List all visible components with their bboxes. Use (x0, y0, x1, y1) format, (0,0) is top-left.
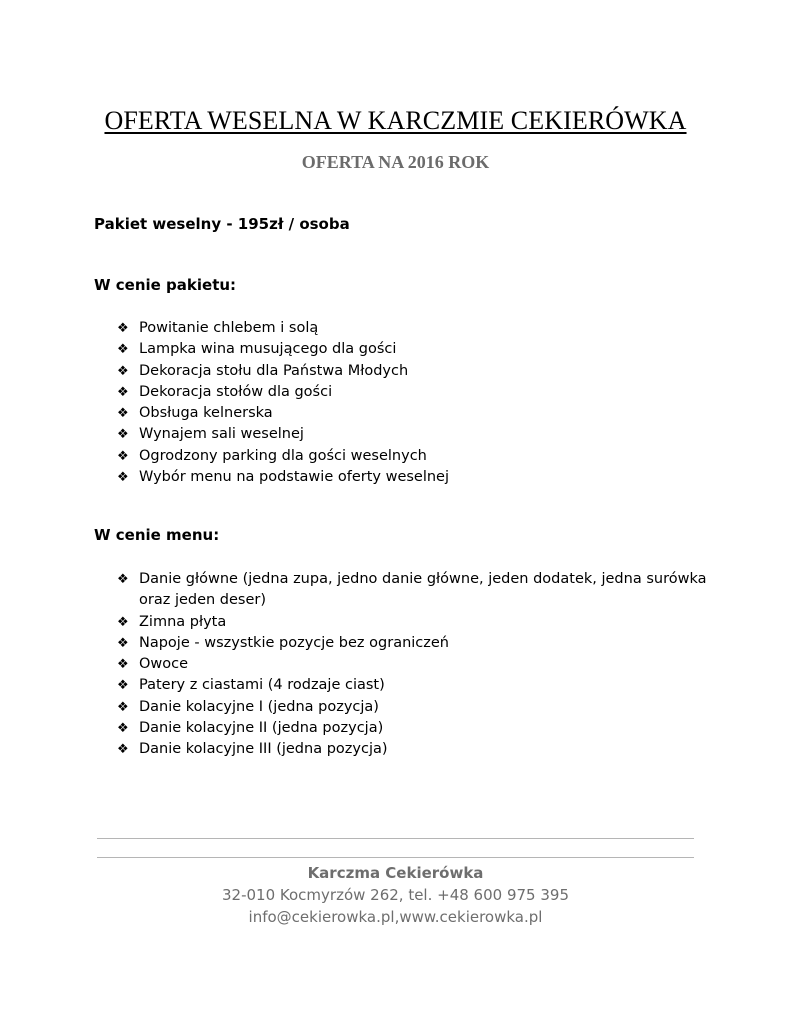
list-item (117, 339, 717, 360)
diamond-bullet-icon: ❖ (117, 384, 129, 400)
list-item (117, 467, 717, 488)
diamond-bullet-icon: ❖ (117, 699, 129, 715)
list-item-text: Napoje - wszystkie pozycje bez ograniczeń (139, 634, 449, 651)
list-item (117, 403, 717, 424)
list-item-text: Zimna płyta (139, 613, 227, 630)
list-item-text: Wynajem sali weselnej (139, 426, 304, 443)
list-item-text: Patery z ciastami (4 rodzaje ciast) (139, 677, 385, 694)
list-item-text: Wybór menu na podstawie oferty weselnej (139, 469, 450, 486)
list-item (117, 739, 717, 760)
list-item (117, 424, 717, 445)
diamond-bullet-icon: ❖ (117, 427, 129, 443)
menu-heading: W cenie menu: (94, 526, 220, 544)
list-item-text: Powitanie chlebem i solą (139, 320, 319, 336)
diamond-bullet-icon: ❖ (117, 721, 129, 737)
list-item-text: Lampka wina musującego dla gości (139, 341, 397, 358)
list-item-text: Danie główne (jedna zupa, jedno danie główne, jeden dodatek, jedna surówka oraz jeden deser) (139, 571, 707, 609)
list-item (117, 382, 717, 403)
diamond-bullet-icon: ❖ (117, 470, 129, 486)
diamond-bullet-icon: ❖ (117, 742, 129, 758)
list-item-text: Owoce (139, 656, 189, 673)
list-item (117, 569, 717, 612)
list-item (117, 697, 717, 718)
diamond-bullet-icon: ❖ (117, 635, 129, 651)
list-item-text: Danie kolacyjne III (jedna pozycja) (139, 741, 388, 758)
list-item (117, 633, 717, 654)
list-item (117, 446, 717, 467)
diamond-bullet-icon: ❖ (117, 321, 129, 336)
diamond-bullet-icon: ❖ (117, 448, 129, 464)
list-item (117, 612, 717, 633)
list-item (117, 318, 717, 339)
list-item-text: Obsługa kelnerska (139, 405, 273, 422)
menu-list (117, 569, 717, 761)
footer-divider-bottom (97, 857, 694, 858)
list-item (117, 675, 717, 696)
footer-contact: info@cekierowka.pl,www.cekierowka.pl (248, 908, 543, 926)
diamond-bullet-icon: ❖ (117, 614, 129, 630)
list-item-text: Dekoracja stołów dla gości (139, 383, 333, 400)
list-item-text: Dekoracja stołu dla Państwa Młodych (139, 362, 409, 379)
document-title: OFERTA WESELNA W KARCZMIE CEKIERÓWKA (104, 106, 687, 135)
included-list (117, 318, 717, 488)
list-item-text: Danie kolacyjne I (jedna pozycja) (139, 698, 379, 715)
list-item-text: Danie kolacyjne II (jedna pozycja) (139, 720, 384, 737)
footer-divider-top (97, 838, 694, 839)
diamond-bullet-icon: ❖ (117, 342, 129, 358)
diamond-bullet-icon: ❖ (117, 678, 129, 694)
list-item (117, 361, 717, 382)
list-item-text: Ogrodzony parking dla gości weselnych (139, 447, 427, 464)
diamond-bullet-icon: ❖ (117, 657, 129, 673)
document-subtitle: OFERTA NA 2016 ROK (301, 152, 490, 172)
list-item (117, 654, 717, 675)
diamond-bullet-icon: ❖ (117, 572, 129, 587)
diamond-bullet-icon: ❖ (117, 406, 129, 422)
package-heading: Pakiet weselny - 195zł / osoba (94, 215, 350, 233)
footer-company-name: Karczma Cekierówka (307, 864, 484, 882)
included-heading: W cenie pakietu: (94, 276, 237, 294)
diamond-bullet-icon: ❖ (117, 363, 129, 379)
footer-address: 32-010 Kocmyrzów 262, tel. +48 600 975 395 (222, 886, 569, 904)
list-item (117, 718, 717, 739)
